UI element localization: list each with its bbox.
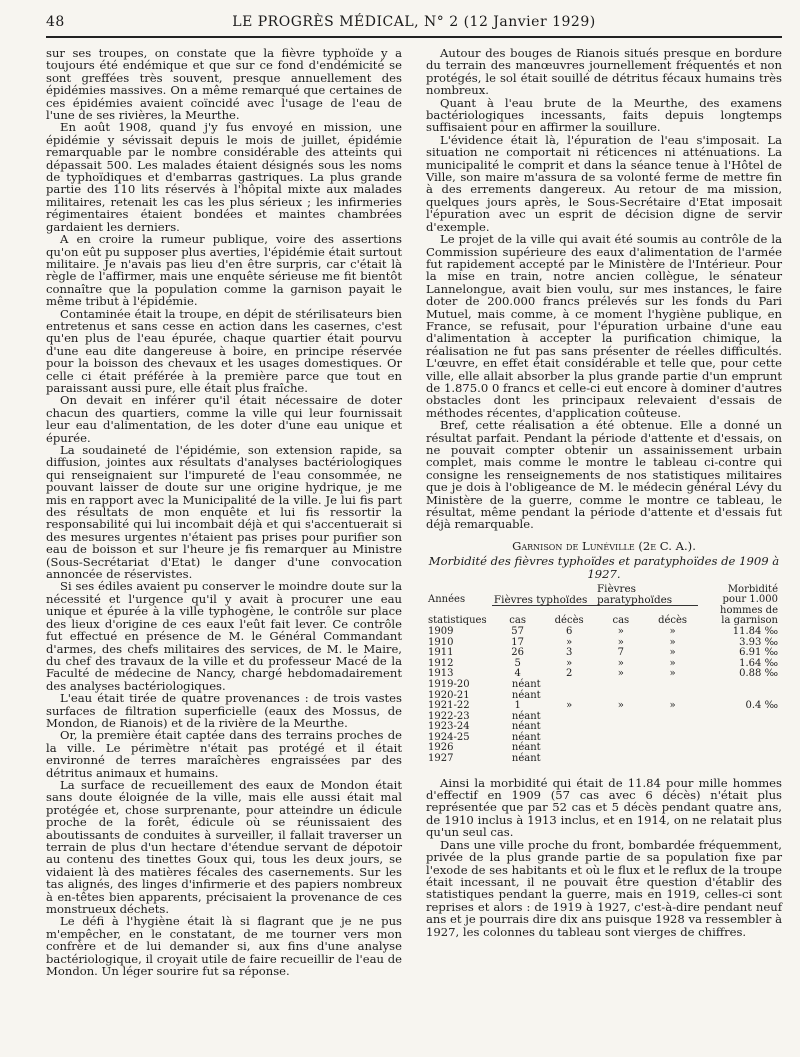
table-row (426, 691, 782, 702)
cell-year: 1921-22 (428, 700, 470, 712)
paragraph: Autour des bouges de Rianois situés presque en bordure du terrain des manœuvres journellement fréquentés et non protégés, le sol était souillé de détritus fécaux humains très nombreux. (426, 46, 782, 98)
paragraph: Ainsi la morbidité qui était de 11.84 pour mille hommes d'effectif en 1909 (57 cas avec 6 décès) n'était plus représentée que par 52 cas et 5 décès pendant quatre ans, de 1910 inclus à 1913 inclus, et en 1914, on ne relatait plus qu'un seul cas. (426, 775, 782, 840)
cell-typhoid-cas: 4 (514, 668, 521, 680)
table-row (426, 712, 782, 723)
paragraph: sur ses troupes, on constate que la fièvre typhoïde y a toujours été endémique et que sur ce fond d'endémicité se sont greffées très souvent, presque annuellement des épidémies massives. On a même remarqué que certaines de ces épidémies avaient coïncidé avec l'usage de l'eau de l'une de ses rivières, la Meurthe. (46, 46, 402, 123)
cell-typhoid-deces: » (566, 700, 573, 712)
cell-neant: néant (511, 742, 541, 754)
cell-neant: néant (511, 721, 541, 733)
cell-neant: néant (511, 689, 541, 701)
cell-typhoid-deces: 2 (565, 668, 573, 680)
cell-morbidity: 1.64 ‰ (739, 657, 778, 669)
table-row (426, 638, 782, 649)
table-row (426, 733, 782, 744)
cell-year: 1926 (428, 742, 454, 754)
cell-morbidity: 11.84 ‰ (732, 625, 778, 637)
table-row (426, 659, 782, 670)
cell-neant: néant (511, 710, 541, 722)
table-row (426, 722, 782, 733)
paragraph: Contaminée était la troupe, en dépit de stérilisateurs bien entretenus et sans cesse en action dans les casernes, c'est qu'en plus de l'eau épurée, chaque quartier était pourvu d'une eau dite dangereuse à boire, en principe réservée pour la boisson des chevaux et les usages domestiques. Or celle ci était préférée à la première parce que tout en paraissant aussi pure, elle était plus fraîche. (46, 306, 402, 395)
table-row (426, 627, 782, 638)
cell-paratyphoid-cas: » (617, 700, 624, 712)
header-morbidity (698, 584, 782, 606)
paragraph: Bref, cette réalisation a été obtenue. Elle a donné un résultat parfait. Pendant la période d'attente et d'essais, on ne pouvait compter obtenir un assainissement urbain complet, mais comme le montre le tableau ci-contre qui consigne les renseignements de nos statistiques militaires que je dois à l'obligeance de M. le médecin général Lévy du Ministère de la guerre, comme le montre ce tableau, le résultat, même pendant la période d'attente et d'essais fut déjà remarquable. (426, 418, 782, 532)
left-column (46, 47, 402, 977)
cell-year: 1912 (428, 657, 454, 669)
header-morbidity-line: pour 1.000 (722, 594, 778, 606)
paragraph: A en croire la rumeur publique, voire des assertions qu'on eût pu supposer plus averties, l'épidémie était surtout militaire. Je n'avais pas lieu d'en être surpris, car c'était là règle de l'affirmer, mais une enquête sérieuse me fit bientôt connaître que la population comme la garnison payait le même tribut à l'épidémie. (46, 232, 402, 309)
cell-paratyphoid-cas: » (617, 636, 624, 648)
cell-year: 1920-21 (428, 689, 470, 701)
cell-year: 1911 (428, 647, 454, 659)
header-morbidity-line: Morbidité (727, 583, 778, 595)
table-body (426, 627, 782, 765)
table-row (426, 754, 782, 765)
paragraph: On devait en inférer qu'il était nécessaire de doter chacun des quartiers, comme la ville qui leur fournissait leur eau d'alimentation, de les doter d'une eau unique et épurée. (46, 393, 402, 445)
cell-neant: néant (511, 731, 541, 743)
cell-morbidity: 6.91 ‰ (739, 647, 778, 659)
cell-morbidity: 0.88 ‰ (739, 668, 778, 680)
paragraph: Le projet de la ville qui avait été soumis au contrôle de la Commission supérieure des eaux d'alimentation de l'armée fut rapidement accepté par le Ministère de l'Intérieur. Pour la mise en train, notre ancien collègue, le sénateur Lannelongue, avait bien voulu, sur mes instances, le faire doter de 200.000 francs prélevés sur les fonds du Pari Mutuel, mais comme, à ce moment l'hygiène publique, en France, se refusait, pour l'épuration urbaine d'une eau d'alimentation à accepter la purification chimique, la réalisation ne fut pas sans présenter de réelles difficultés. L'œuvre, en effet était considérable et telle que, pour cette ville, elle allait absorber la plus grande partie d'un emprunt de 1.875.0 0 francs et celle-ci eut encore à dominer d'autres obstacles dont les principaux relevaient d'essais de méthodes récentes, d'application coûteuse. (426, 232, 782, 420)
paragraph: L'évidence était là, l'épuration de l'eau s'imposait. La situation ne comportait ni réticences ni atténuations. La municipalité le comprit et dans la séance tenue à l'Hôtel de Ville, son maire m'assura de sa volonté ferme de mettre fin à des errements dangereux. Au retour de ma mission, quelques jours après, le Sous-Secrétaire d'Etat imposait l'épuration avec un esprit de décision digne de servir d'exemple. (426, 132, 782, 234)
cell-year: 1909 (428, 625, 454, 637)
paragraph: Si ses édiles avaient pu conserver le moindre doute sur la nécessité et l'urgence qu'il y avait à procurer une eau unique et épurée à la ville typhogène, le contrôle sur place des lieux d'origine de ces eaux l'eût fait lever. Ce contrôle fut effectué en présence de M. le Général Commandant d'armes, des chefs militaires des services, de M. le Maire, du chef des travaux de la ville et du professeur Macé de la Faculté de médecine de Nancy, chargé hebdomadairement des analyses bactériologiques. (46, 579, 402, 693)
cell-year: 1924-25 (428, 731, 470, 743)
paragraph: Quant à l'eau brute de la Meurthe, des examens bactériologiques incessants, faits depuis longtemps suffisaient pour en affirmer la souillure. (426, 95, 782, 135)
cell-paratyphoid-deces: » (669, 700, 676, 712)
cell-paratyphoid-deces: » (669, 657, 676, 669)
running-head (46, 14, 782, 34)
table-row (426, 743, 782, 754)
paragraph: L'eau était tirée de quatre provenances : de trois vastes surfaces de filtration superficielle (eaux des Mossus, de Mondon, de Rianois) et de la rivière de la Meurthe. (46, 691, 402, 730)
cell-year: 1913 (428, 668, 454, 680)
header-typhoid-deces: décès (554, 615, 584, 627)
cell-year: 1910 (428, 636, 454, 648)
cell-paratyphoid-deces: » (669, 625, 676, 637)
morbidity-table (426, 584, 782, 765)
cell-year: 1927 (428, 753, 454, 765)
journal-title: LE PROGRÈS MÉDICAL, N° 2 (12 Janvier 1929) (232, 14, 596, 30)
cell-morbidity: 3.93 ‰ (739, 636, 778, 648)
paragraph: Or, la première était captée dans des terrains proches de la ville. Le périmètre n'était pas protégé et il était environné de terres maraîchères engraissées par des détritus animaux et humains. (46, 728, 402, 780)
cell-year: 1919-20 (428, 678, 470, 690)
cell-typhoid-deces: » (566, 657, 573, 669)
cell-typhoid-cas: 57 (511, 625, 524, 637)
cell-year: 1922-23 (428, 710, 470, 722)
header-years-sub: statistiques (428, 615, 487, 627)
header-typhoid: Fièvres typhoïdes (492, 584, 595, 606)
paragraph: Le défi à l'hygiène était là si flagrant que je ne pus m'empêcher, en le constatant, de me tourner vers mon confrère et de lui demander si, aux fins d'une analyse bactériologique, il croyait utile de faire recueillir de l'eau de Mondon. Un léger sourire fut sa réponse. (46, 914, 402, 979)
header-morbidity (698, 606, 782, 627)
cell-typhoid-cas: 5 (514, 657, 521, 669)
table-row (426, 648, 782, 659)
paragraph: La surface de recueillement des eaux de Mondon était sans doute éloignée de la ville, mais elle aussi était mal protégée et, chose surprenante, pour atteindre un édicule proche de la forêt, édicule où se réunissaient des aboutissants de conduites à surveiller, il fallait traverser un terrain de plus d'un hectare d'étendue servant de dépotoir au contenu des tinettes Goux qui, tous les deux jours, se vidaient là des matières fécales des casernements. Sur les tas alignés, des linges d'infirmerie et des papiers nombreux à en-têtes bien apparents, précisaient la provenance de ces monstrueux déchets. (46, 777, 402, 917)
table-subtitle: Morbidité des fièvres typhoïdes et paratyphoïdes de 1909 à 1927. (428, 554, 780, 581)
paragraph: Dans une ville proche du front, bombardée fréquemment, privée de la plus grande partie de sa population fixe par l'exode de ses habitants et où le flux et le reflux de la troupe était incessant, il ne pouvait être question d'établir des statistiques pendant la guerre, mais en 1919, celles-ci sont reprises et alors : de 1919 à 1927, c'est-à-dire pendant neuf ans et je pourrais dire dix ans puisque 1928 va ressembler à 1927, les colonnes du tableau sont vierges de chiffres. (426, 837, 783, 939)
cell-paratyphoid-cas: » (617, 657, 624, 669)
header-paratyphoid-cas: cas (612, 615, 630, 627)
cell-paratyphoid-cas: 7 (617, 647, 624, 659)
header-paratyphoid-deces: décès (658, 615, 688, 627)
cell-morbidity: 0.4 ‰ (745, 700, 778, 712)
cell-typhoid-cas: 17 (511, 636, 524, 648)
cell-year: 1923-24 (428, 721, 470, 733)
cell-typhoid-deces: » (566, 636, 573, 648)
two-columns (46, 47, 782, 977)
table-row (426, 701, 782, 712)
header-morbidity-line: hommes de (720, 604, 778, 616)
cell-paratyphoid-cas: » (617, 668, 624, 680)
paragraph: La soudaineté de l'épidémie, son extension rapide, sa diffusion, jointes aux résultats d'analyses bactériologiques qui renseignaient sur l'impureté de l'eau consommée, ne pouvant laisser de doute sur une origine hydrique, je me mis en rapport avec la Municipalité de la ville. Je lui fis part des résultats de mon enquête et lui fis ressortir la responsabilité qui lui incombait déjà et qui s'accentuerait si des mesures urgentes n'étaient pas prises pour purifier son eau de boisson et sur l'heure je fis remarquer au Ministre (Sous-Secrétariat d'Etat) le danger d'une convocation annoncée de réservistes. (46, 443, 402, 582)
cell-typhoid-deces: 6 (565, 625, 573, 637)
journal-page (46, 14, 782, 1044)
cell-typhoid-deces: 3 (565, 647, 573, 659)
header-rule (46, 36, 782, 38)
right-column (426, 47, 782, 977)
table-title: Garnison de Lunéville (2e C. A.). (512, 538, 696, 553)
table-row (426, 669, 782, 680)
cell-neant: néant (511, 678, 541, 690)
cell-paratyphoid-deces: » (669, 636, 676, 648)
header-morbidity-line: la garnison (721, 615, 778, 627)
cell-paratyphoid-cas: » (617, 625, 624, 637)
header-paratyphoid: Fièvres paratyphoïdes (595, 584, 699, 606)
cell-paratyphoid-deces: » (669, 647, 676, 659)
paragraph: En août 1908, quand j'y fus envoyé en mission, une épidémie y sévissait depuis le mois de juillet, épidémie remarquable par le nombre considérable des atteints qui dépassait 500. Les malades étaient désignés sous les noms de typhoïdiques et d'embarras gastriques. La plus grande partie des 110 lits réservés à l'hôpital mixte aux malades militaires, retenait les cas les plus sérieux ; les infirmeries régimentaires étaient bondées et maintes chambrées gardaient les derniers. (46, 120, 402, 234)
after-table-text (426, 777, 782, 938)
cell-typhoid-cas: 26 (511, 647, 524, 659)
table-row (426, 680, 782, 691)
cell-paratyphoid-deces: » (669, 668, 676, 680)
header-years: Années (428, 594, 466, 606)
cell-neant: néant (511, 753, 541, 765)
cell-typhoid-cas: 1 (514, 700, 521, 712)
page-number: 48 (46, 14, 65, 30)
header-typhoid-cas: cas (509, 615, 526, 627)
